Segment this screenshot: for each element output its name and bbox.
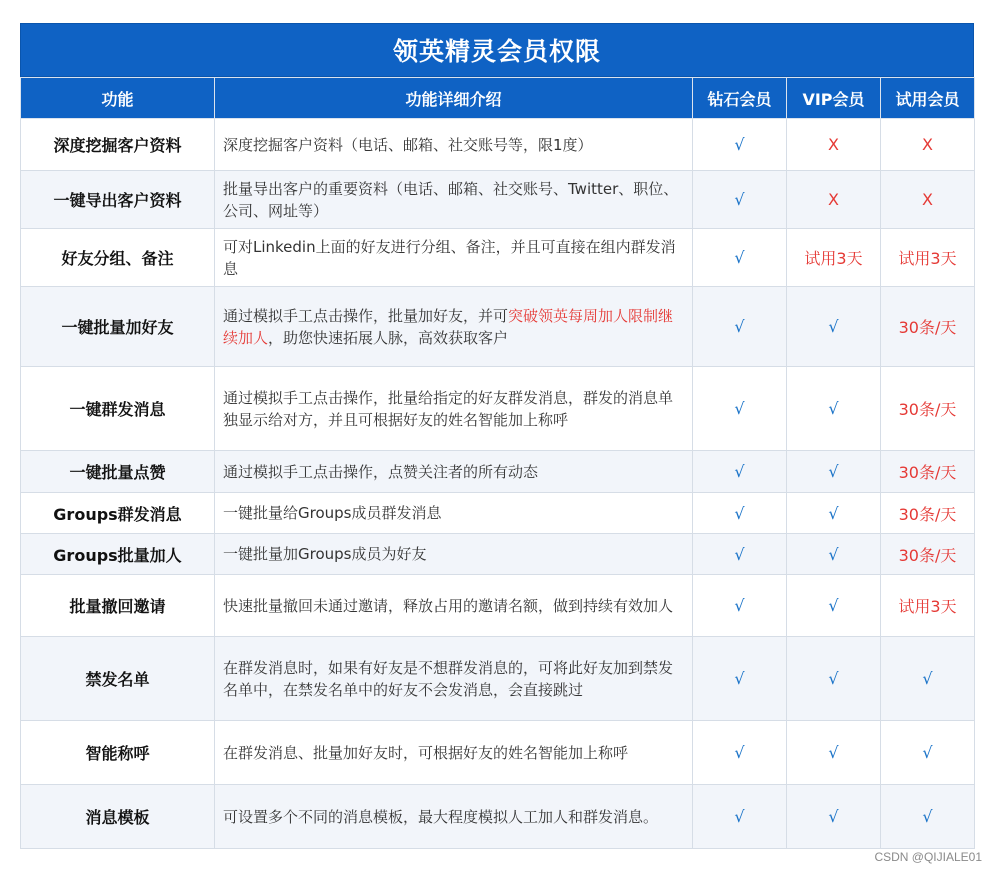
trial-status: X (881, 171, 975, 229)
description-text: 可设置多个不同的消息模板，最大程度模拟人工加人和群发消息。 (223, 807, 659, 826)
feature-name: 一键导出客户资料 (21, 171, 215, 229)
description-highlight: 突破领英每周加人限制继续加人 (223, 306, 674, 347)
diamond-status: √ (693, 785, 787, 849)
feature-name: 智能称呼 (21, 721, 215, 785)
diamond-status: √ (693, 493, 787, 534)
diamond-status: √ (693, 367, 787, 451)
table-row (21, 451, 975, 493)
table-row (21, 171, 975, 229)
feature-name: Groups群发消息 (21, 493, 215, 534)
trial-status: 试用3天 (881, 229, 975, 287)
description-text-tail: ，助您快速拓展人脉，高效获取客户 (268, 328, 509, 347)
header-diamond: 钻石会员 (693, 78, 787, 119)
feature-description (215, 229, 693, 287)
diamond-status: √ (693, 287, 787, 367)
permissions-table (20, 77, 975, 849)
diamond-status: √ (693, 171, 787, 229)
table-row (21, 493, 975, 534)
table-row (21, 575, 975, 637)
header-feature: 功能 (21, 78, 215, 119)
feature-name: 一键批量点赞 (21, 451, 215, 493)
header-description: 功能详细介绍 (215, 78, 693, 119)
header-vip: VIP会员 (787, 78, 881, 119)
description-text: 一键批量加Groups成员为好友 (223, 545, 427, 563)
feature-description (215, 367, 693, 451)
trial-status: 30条/天 (881, 287, 975, 367)
feature-name: 消息模板 (21, 785, 215, 849)
trial-status: 试用3天 (881, 575, 975, 637)
permissions-table-container (20, 23, 974, 849)
feature-description (215, 575, 693, 637)
description-text: 通过模拟手工点击操作，批量加好友，并可 (223, 306, 509, 325)
feature-name: 一键批量加好友 (21, 287, 215, 367)
feature-name: 禁发名单 (21, 637, 215, 721)
table-row (21, 637, 975, 721)
vip-status: √ (787, 785, 881, 849)
feature-name: 一键群发消息 (21, 367, 215, 451)
vip-status: √ (787, 721, 881, 785)
description-text: 通过模拟手工点击操作，批量给指定的好友群发消息，群发的消息单独显示给对方，并且可根据好友的姓名智能加上称呼 (223, 388, 674, 429)
trial-status: √ (881, 785, 975, 849)
vip-status: √ (787, 637, 881, 721)
trial-status: 30条/天 (881, 534, 975, 575)
feature-description (215, 721, 693, 785)
diamond-status: √ (693, 575, 787, 637)
diamond-status: √ (693, 229, 787, 287)
description-text: 深度挖掘客户资料（电话、邮箱、社交账号等，限1度） (223, 135, 593, 154)
diamond-status: √ (693, 721, 787, 785)
description-text: 批量导出客户的重要资料（电话、邮箱、社交账号、Twitter、职位、公司、网址等） (223, 179, 679, 220)
table-title: 领英精灵会员权限 (20, 23, 974, 77)
vip-status: √ (787, 575, 881, 637)
feature-description (215, 785, 693, 849)
table-row (21, 119, 975, 171)
header-row (21, 78, 975, 119)
description-text: 在群发消息时，如果有好友是不想群发消息的，可将此好友加到禁发名单中，在禁发名单中的好友不会发消息，会直接跳过 (223, 658, 674, 699)
diamond-status: √ (693, 637, 787, 721)
trial-status: √ (881, 637, 975, 721)
description-text: 在群发消息、批量加好友时，可根据好友的姓名智能加上称呼 (223, 743, 629, 762)
vip-status: √ (787, 534, 881, 575)
feature-description (215, 287, 693, 367)
feature-name: 批量撤回邀请 (21, 575, 215, 637)
vip-status: √ (787, 451, 881, 493)
table-row (21, 785, 975, 849)
feature-name: 深度挖掘客户资料 (21, 119, 215, 171)
diamond-status: √ (693, 451, 787, 493)
vip-status: √ (787, 367, 881, 451)
vip-status: 试用3天 (787, 229, 881, 287)
feature-name: Groups批量加人 (21, 534, 215, 575)
trial-status: 30条/天 (881, 493, 975, 534)
vip-status: X (787, 171, 881, 229)
vip-status: √ (787, 493, 881, 534)
trial-status: 30条/天 (881, 367, 975, 451)
vip-status: X (787, 119, 881, 171)
watermark: CSDN @QIJIALE01 (874, 850, 982, 864)
diamond-status: √ (693, 534, 787, 575)
table-row (21, 721, 975, 785)
feature-description (215, 119, 693, 171)
table-row (21, 229, 975, 287)
description-text: 一键批量给Groups成员群发消息 (223, 504, 442, 522)
description-text: 通过模拟手工点击操作，点赞关注者的所有动态 (223, 462, 539, 481)
feature-description (215, 637, 693, 721)
table-row (21, 367, 975, 451)
description-text: 可对Linkedin上面的好友进行分组、备注，并且可直接在组内群发消息 (223, 237, 676, 278)
diamond-status: √ (693, 119, 787, 171)
feature-description (215, 493, 693, 534)
table-row (21, 534, 975, 575)
vip-status: √ (787, 287, 881, 367)
trial-status: √ (881, 721, 975, 785)
feature-description (215, 534, 693, 575)
header-trial: 试用会员 (881, 78, 975, 119)
trial-status: X (881, 119, 975, 171)
description-text: 快速批量撤回未通过邀请，释放占用的邀请名额，做到持续有效加人 (223, 596, 674, 615)
feature-description (215, 451, 693, 493)
trial-status: 30条/天 (881, 451, 975, 493)
feature-name: 好友分组、备注 (21, 229, 215, 287)
table-row (21, 287, 975, 367)
feature-description (215, 171, 693, 229)
